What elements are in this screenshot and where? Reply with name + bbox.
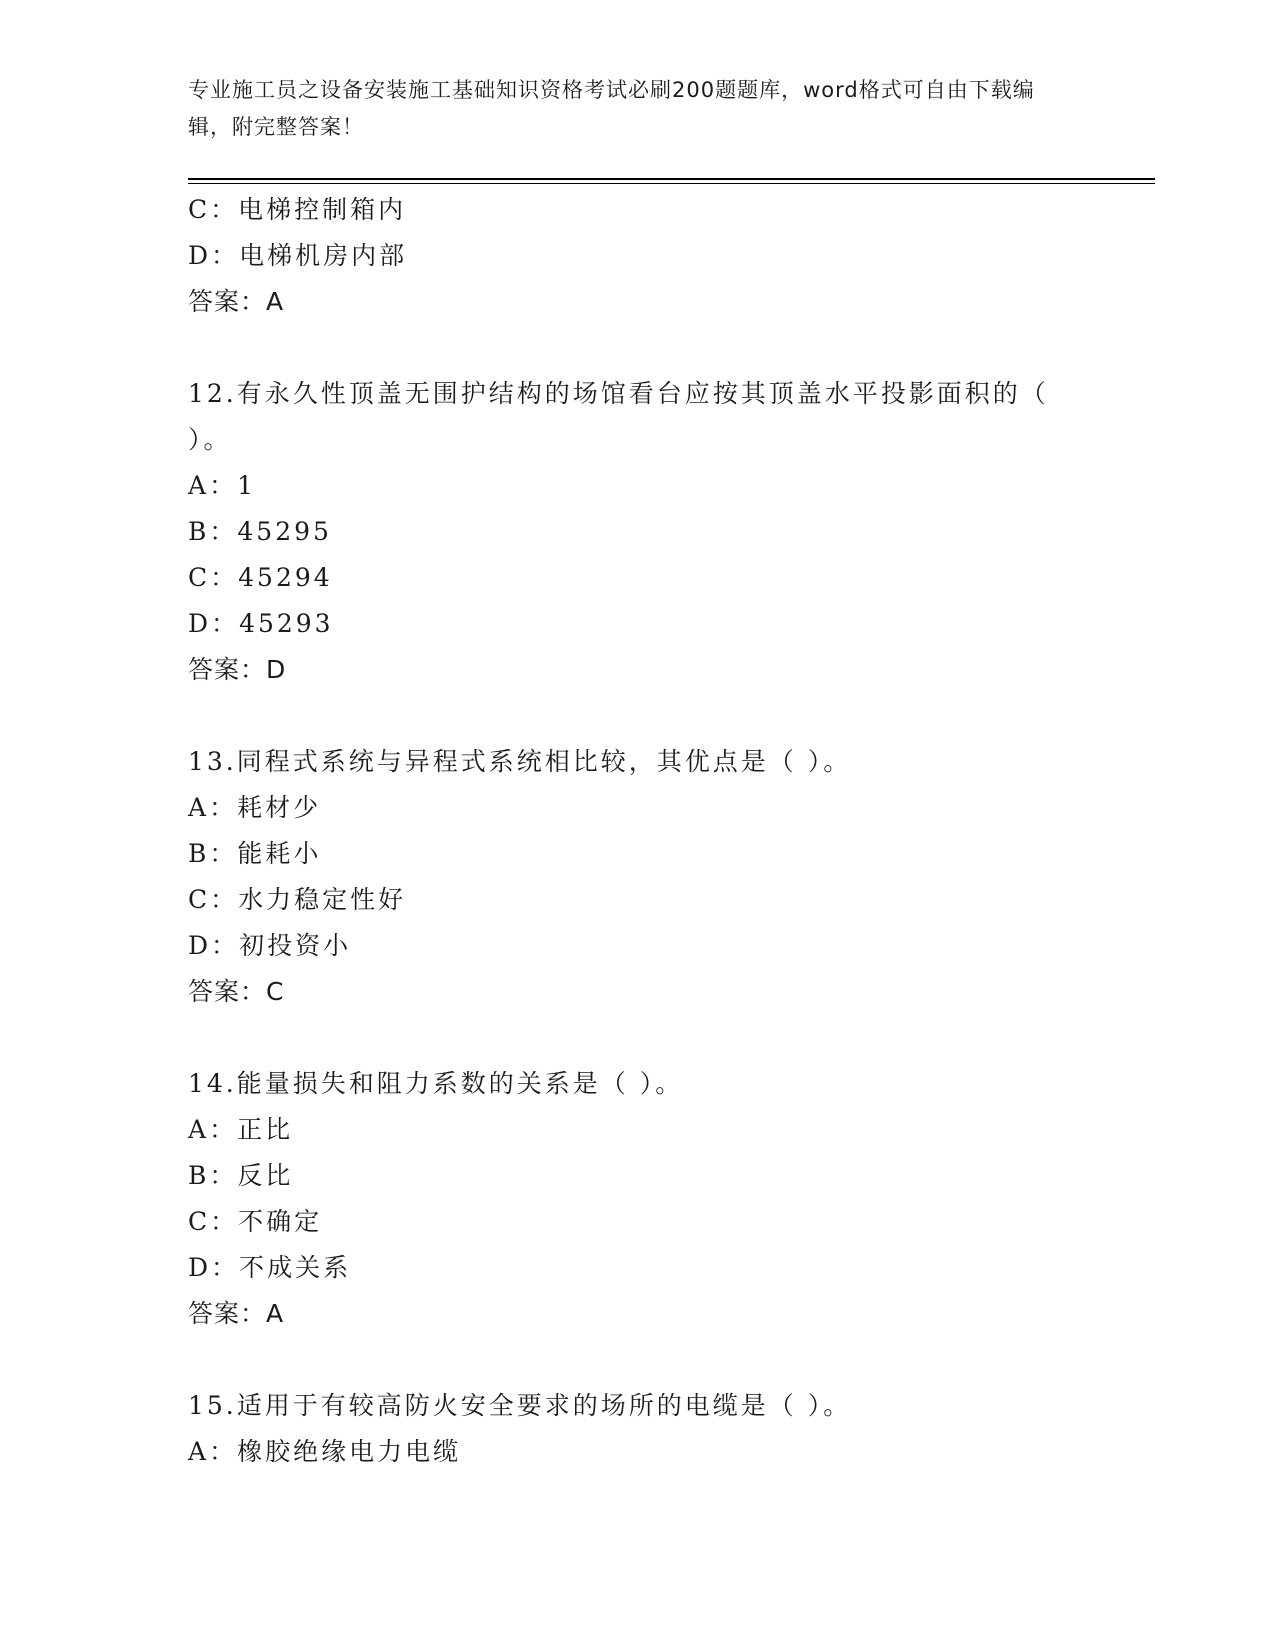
option-label: B (188, 839, 210, 868)
option-text: 45295 (237, 517, 332, 546)
option-b: B：能耗小 (188, 839, 322, 868)
document-header: 专业施工员之设备安装施工基础知识资格考试必刷200题题库，word格式可自由下载编辑，附完整答案！ (188, 78, 1035, 139)
option-text: 电梯控制箱内 (238, 195, 407, 224)
question-stem: 14.能量损失和阻力系数的关系是（ ）。 (188, 1069, 684, 1098)
option-text: 反比 (237, 1161, 294, 1190)
option-label: C (188, 195, 211, 224)
question-stem: 13.同程式系统与异程式系统相比较，其优点是（ ）。 (188, 747, 852, 776)
option-text: 橡胶绝缘电力电缆 (237, 1437, 462, 1466)
option-label: A (188, 793, 210, 822)
option-c: C：水力稳定性好 (188, 885, 407, 914)
question-content (188, 187, 1078, 1475)
option-text: 初投资小 (239, 931, 352, 960)
option-c: C：电梯控制箱内 (188, 195, 407, 224)
answer-line: 答案：D (188, 655, 287, 684)
option-text: 不确定 (238, 1207, 323, 1236)
header-divider-thick (188, 178, 1155, 180)
option-text: 45293 (239, 609, 334, 638)
answer-line: 答案：C (188, 977, 285, 1006)
answer-line: 答案：A (188, 1299, 285, 1328)
option-c: C：不确定 (188, 1207, 323, 1236)
option-text: 45294 (238, 563, 333, 592)
option-a: A：橡胶绝缘电力电缆 (188, 1437, 462, 1466)
option-text: 水力稳定性好 (238, 885, 407, 914)
option-label: B (188, 517, 210, 546)
option-label: D (188, 931, 212, 960)
option-text: 耗材少 (237, 793, 322, 822)
option-d: D：不成关系 (188, 1253, 352, 1282)
option-label: D (188, 241, 212, 270)
option-text: 1 (237, 471, 256, 500)
header-divider-thin (188, 183, 1155, 184)
option-text: 正比 (237, 1115, 294, 1144)
question-stem: 12.有永久性顶盖无围护结构的场馆看台应按其顶盖水平投影面积的（ ）。 (188, 379, 1049, 454)
option-text: 能耗小 (237, 839, 322, 868)
option-label: B (188, 1161, 210, 1190)
option-c: C：45294 (188, 563, 333, 592)
question-stem: 15.适用于有较高防火安全要求的场所的电缆是（ ）。 (188, 1391, 852, 1420)
option-d: D：电梯机房内部 (188, 241, 408, 270)
option-b: B：45295 (188, 517, 332, 546)
option-d: D：初投资小 (188, 931, 352, 960)
option-a: A：正比 (188, 1115, 294, 1144)
option-label: A (188, 1437, 210, 1466)
option-label: D (188, 609, 212, 638)
option-b: B：反比 (188, 1161, 294, 1190)
option-label: D (188, 1253, 212, 1282)
option-label: C (188, 563, 211, 592)
option-text: 不成关系 (239, 1253, 352, 1282)
option-text: 电梯机房内部 (239, 241, 408, 270)
option-d: D：45293 (188, 609, 334, 638)
option-a: A：1 (188, 471, 256, 500)
option-a: A：耗材少 (188, 793, 322, 822)
option-label: A (188, 471, 210, 500)
answer-line: 答案：A (188, 287, 285, 316)
option-label: A (188, 1115, 210, 1144)
option-label: C (188, 885, 211, 914)
option-label: C (188, 1207, 211, 1236)
